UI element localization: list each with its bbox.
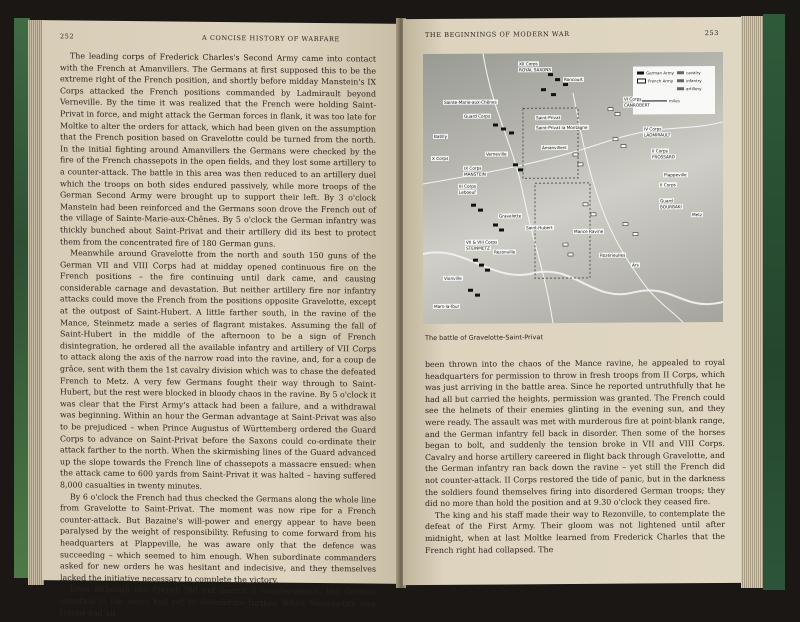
map-label: X Corps — [432, 155, 449, 161]
map-label: Plappeville — [664, 172, 687, 178]
paragraph: By 6 o'clock the French had thus checked the Germans along the whole line from Gravelotte to Saint-Privat. The moment was now ripe for a French counter-attack. But Bazaine's will-power and energy appear to have been paralysed by the weight of responsibility. Refusing to come forward from his headquarters at Plappeville, he was aware only that the defence was succeeding – which seemed to him enough. When subordinate commanders asked for new orders he was hesitant and indecisive, and they themselves lacked the initiative necessary to complete the victory. — [60, 491, 376, 585]
legend-item: German Army — [637, 70, 674, 75]
book-cover-right — [763, 14, 785, 590]
map-label: IX Corps — [464, 165, 482, 171]
map-label: VII & VIII Corps — [466, 239, 498, 245]
left-body-text — [60, 50, 376, 621]
map-label: CANROBERT — [624, 102, 650, 108]
map-label: Guard — [660, 198, 673, 204]
map-label: Rezonville — [494, 249, 516, 255]
map-label: Roncourt — [564, 76, 583, 83]
map-label: Guard Corps — [464, 113, 491, 119]
map-label: III Corps — [459, 183, 477, 189]
map-label: II Corps — [660, 182, 676, 188]
right-body-text — [425, 357, 725, 556]
swatch-french — [637, 78, 646, 83]
map-label: Sainte-Marie-aux-Chênes — [444, 99, 497, 105]
legend-item: cavalry — [677, 70, 701, 75]
left-page — [42, 20, 400, 618]
map-label: Leboeuf — [459, 189, 476, 195]
paragraph: Meanwhile around Gravelotte from the north and south 150 guns of the German VII and VIII Corps had at midday opened continuous fire on the French positions – the fire continuing until dark came, and causing considerable carnage and devastation. But neither artillery fire nor infantry attacks could move the French from the positions opposite Gravelotte, except at the outpost of Saint-Hubert. A little farther south, in the ravine of the Mance, Steinmetz made a series of flagrant mistakes. Assuming the fall of Saint-Hubert in the middle of the afternoon to be a sign of French disintegration, he ordered all the available infantry and artillery of VII Corps to attack along the axis of the narrow road into the ravine, and, for a coup de grâce, sent with them the 1st cavalry division which was to chase the defeated French to Metz. A very few Germans fought their way through to Saint-Hubert, but the rest were blocked in bloody chaos in the ravine. By 5 o'clock it was clear that the First Army's attack had been a failure, and a withdrawal was beginning. Within an hour the German advantage at Saint-Privat was also to be prejudiced – when Prince Augustus of Württemberg ordered the Guard Corps to advance on Saint-Privat before the Saxons could co-ordinate their attack farther to the north. When the skirmishing lines of the Guard advanced up the slope towards the French line of chassepots a massacre ensued: when the attack came to 600 yards from Saint-Privat it was halted – having suffered 8,000 casualties in twenty minutes. — [60, 248, 376, 491]
right-page — [403, 17, 741, 585]
map-label: Vionville — [444, 275, 462, 281]
map-label: LADMIRAULT — [644, 132, 671, 138]
running-head-right: THE BEGINNINGS OF MODERN WAR — [425, 30, 570, 40]
battle-map — [423, 52, 723, 324]
map-label: IV Corps — [644, 126, 662, 132]
map-label: Verneville — [486, 151, 507, 157]
map-label: VI Corps — [624, 96, 642, 102]
map-label: Rozérieulles — [600, 252, 626, 258]
map-label: FROSSARD — [652, 154, 676, 160]
map-label: Amanvillers — [542, 145, 567, 151]
paragraph: The leading corps of Frederick Charles's Second Army came into contact with the French at Amanvillers. The Germans at first supposed this to be the extreme right of the French position, and shortly before midday Manstein's IX Corps attacked the French positions commanded by Ladmirault beyond Verneville. By the time it was realized that the French were holding Saint-Privat in force, and might attack the German forces in flank, it was too late for Moltke to alter the orders for attack, which had been given on the assumption that the French position based on Gravelotte could be turned from the north. In the initial fighting around Amanvillers the Germans were checked by the fire of the French chassepots in the open fields, and they lost some artillery to a counter-attack. The battle in this area was then reduced to an artillery duel which the troops on both sides endured passively, while more troops of the German Second Army were brought up to support their left. By 3 o'clock Manstein had been reinforced and the Germans soon drove the French out of the village of Sainte-Marie-aux-Chênes. By 5 o'clock the German infantry was thickly bunched about Saint-Privat and their artillery did its best to protect them from the concentrated fire of 180 German guns. — [60, 51, 376, 249]
map-label: XII Corps — [519, 61, 538, 67]
map-caption: The battle of Gravelotte-Saint-Privat — [425, 333, 543, 343]
swatch-infantry — [677, 79, 684, 82]
map-label: Mars-la-Tour — [434, 303, 460, 309]
map-label: Saint-Hubert — [526, 225, 553, 231]
page-edges-right — [741, 16, 763, 588]
map-label: Ars — [632, 262, 639, 268]
swatch-cavalry — [677, 71, 684, 74]
swatch-german — [637, 71, 644, 74]
paragraph: The king and his staff made their way to Rezonville, to contemplate the defeat of the First Army. Their gloom was not lightened until after midnight, when at last Moltke learned from Frederick Charles that the French right had collapsed. The — [425, 508, 725, 555]
map-label: MANSTEIN — [464, 171, 486, 177]
page-number-right: 253 — [704, 28, 719, 38]
paragraph: been thrown into the chaos of the Mance ravine, he appealed to royal headquarters for permission to throw in fresh troops from II Corps, which was just arriving in the battle area. Since he reported untruthfully that he had all but carried the heights, permission was granted. The French could see the helmets of their enemies glinting in the evening sun, and they were ready. The assault was met with murderous fire at point-blank range, and the German infantry fell back in disorder. Then some of the horses began to bolt, and suddenly the tension broke in VII and VIII Corps. Cavalry and horse artillery careered in flight back through Gravelotte, and the German infantry ran back down the ravine – yet still the French did not counter-attack. II Corps restored the tide of panic, but in the darkness the soldiers found themselves firing into disordered German troops; they did no more than hold the position and at 9.30 o'clock they ceased fire. — [425, 357, 725, 509]
map-label: ROYAL SAXONS — [519, 67, 552, 73]
map-label: Batilly — [434, 133, 448, 139]
legend-scale: miles — [637, 98, 680, 103]
map-label: Metz — [692, 212, 703, 218]
running-head-left: A CONCISE HISTORY OF WARFARE — [202, 33, 340, 44]
legend-item: infantry — [677, 78, 702, 83]
legend-item: artillery — [677, 86, 701, 91]
map-label: Saint-Privat — [536, 115, 561, 121]
map-label: II Corps — [652, 148, 668, 154]
paragraph: Even although the French did not launch a counter-attack, the German situation in the south had yet to deteriorate further. When Steinmetz's own troops had all — [60, 584, 376, 618]
page-number-left: 252 — [60, 32, 75, 41]
map-label: Gravelotte — [499, 213, 522, 219]
legend-item: French Army — [637, 78, 673, 83]
map-label: BOURBAKI — [660, 204, 682, 210]
map-label: Mance Ravine — [574, 228, 604, 234]
map-label: STEINMETZ — [466, 245, 490, 251]
swatch-artillery — [677, 87, 684, 90]
map-label: Saint-Privat la Montagne — [536, 124, 588, 131]
